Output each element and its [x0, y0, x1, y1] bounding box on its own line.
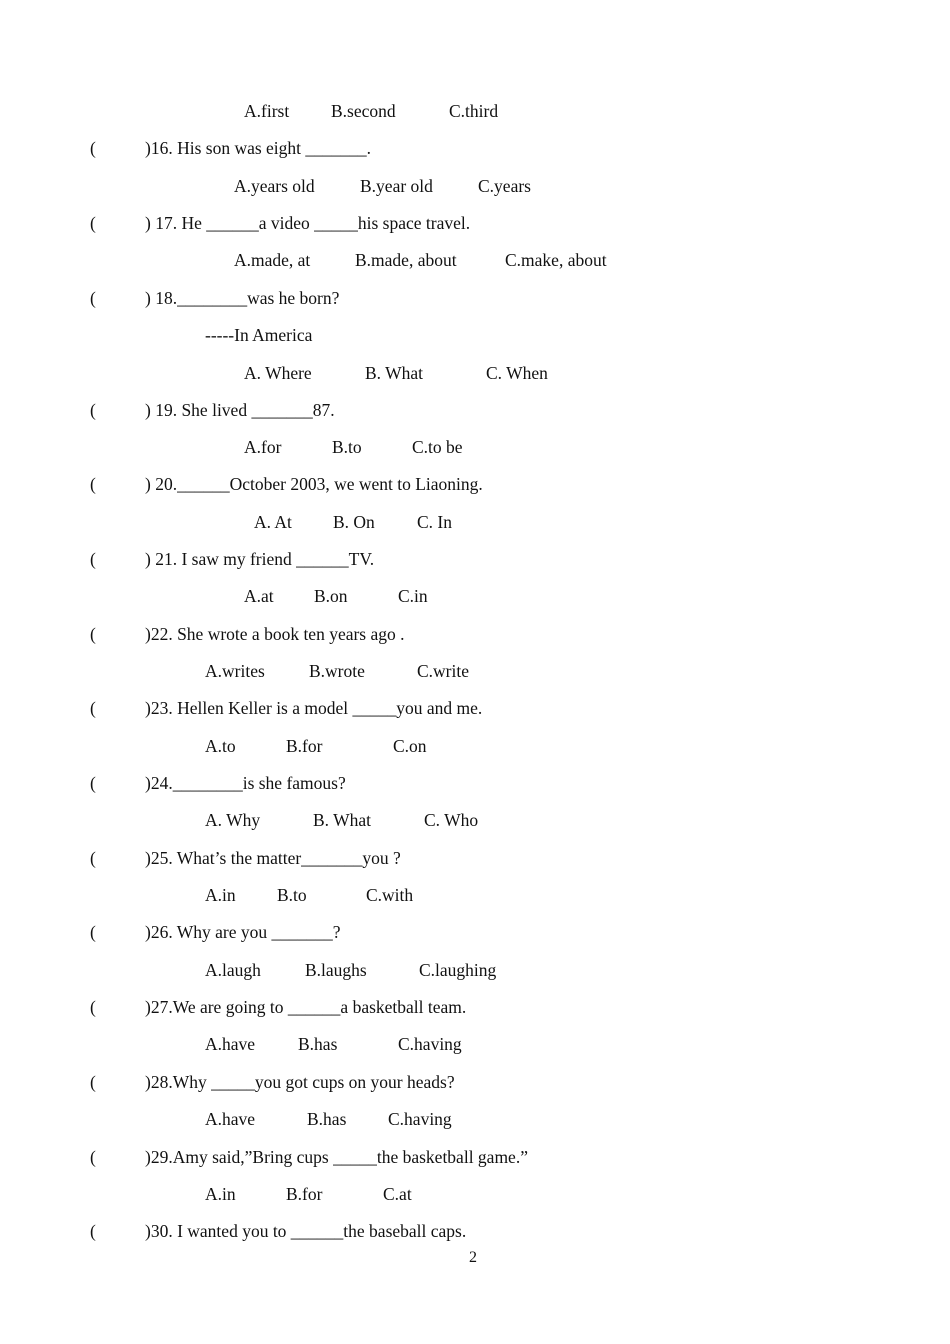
question-text: ) 20.______October 2003, we went to Liaoning.	[145, 474, 483, 494]
option-c: C. Who	[424, 810, 479, 830]
option-a: A.for	[244, 437, 282, 457]
question-text: ) 19. She lived _______87.	[145, 400, 335, 420]
option-a: A.to	[205, 736, 236, 756]
answer-paren: (	[90, 288, 96, 308]
option-b: B.has	[307, 1109, 347, 1129]
answer-paren: (	[90, 1221, 96, 1241]
page-number: 2	[469, 1249, 477, 1266]
option-a: A.laugh	[205, 960, 261, 980]
option-c: C.third	[449, 101, 499, 121]
question-text: )23. Hellen Keller is a model _____you and me.	[145, 698, 483, 718]
option-c: C.in	[398, 586, 428, 606]
answer-paren: (	[90, 213, 96, 233]
option-c: C. In	[417, 512, 452, 532]
option-a: A.in	[205, 1184, 236, 1204]
option-c: C. When	[486, 363, 548, 383]
question-text: )16. His son was eight _______.	[145, 138, 372, 158]
option-c: C.years	[478, 176, 531, 196]
option-a: A.writes	[205, 661, 265, 681]
question-text: )26. Why are you _______?	[145, 922, 341, 942]
option-b: B.made, about	[355, 250, 457, 270]
option-b: B.year old	[360, 176, 433, 196]
option-a: A.have	[205, 1109, 256, 1129]
answer-paren: (	[90, 474, 96, 494]
option-a: A.first	[244, 101, 290, 121]
option-b: B.on	[314, 586, 348, 606]
option-b: B.for	[286, 736, 323, 756]
option-b: B.second	[331, 101, 396, 121]
answer-paren: (	[90, 624, 96, 644]
option-a: A.in	[205, 885, 236, 905]
answer-paren: (	[90, 549, 96, 569]
option-a: A.at	[244, 586, 274, 606]
question-text: )25. What’s the matter_______you ?	[145, 848, 401, 868]
option-c: C.make, about	[505, 250, 607, 270]
question-text: ) 18.________was he born?	[145, 288, 340, 308]
option-b: B.has	[298, 1034, 338, 1054]
option-b: B.laughs	[305, 960, 367, 980]
question-text: )24.________is she famous?	[145, 773, 346, 793]
option-c: C.having	[388, 1109, 452, 1129]
option-a: A.years old	[234, 176, 315, 196]
answer-paren: (	[90, 138, 96, 158]
question-text: )28.Why _____you got cups on your heads?	[145, 1072, 455, 1092]
answer-paren: (	[90, 400, 96, 420]
option-b: B.to	[332, 437, 362, 457]
question-text: ) 21. I saw my friend ______TV.	[145, 549, 375, 569]
question-text: ) 17. He ______a video _____his space travel.	[145, 213, 471, 233]
answer-paren: (	[90, 1072, 96, 1092]
option-c: C.write	[417, 661, 470, 681]
question-text: )27.We are going to ______a basketball team.	[145, 997, 467, 1017]
option-c: C.on	[393, 736, 427, 756]
option-a: A.made, at	[234, 250, 311, 270]
answer-paren: (	[90, 848, 96, 868]
option-b: B.for	[286, 1184, 323, 1204]
option-a: A.have	[205, 1034, 256, 1054]
answer-paren: (	[90, 1147, 96, 1167]
answer-paren: (	[90, 773, 96, 793]
answer-paren: (	[90, 698, 96, 718]
option-b: B.to	[277, 885, 307, 905]
option-c: C.to be	[412, 437, 463, 457]
option-b: B. What	[313, 810, 372, 830]
option-c: C.at	[383, 1184, 412, 1204]
option-a: A. At	[254, 512, 292, 532]
option-c: C.laughing	[419, 960, 497, 980]
option-b: B. What	[365, 363, 424, 383]
question-text: )22. She wrote a book ten years ago .	[145, 624, 405, 644]
answer-line: -----In America	[205, 325, 313, 345]
option-b: B. On	[333, 512, 375, 532]
question-text: )30. I wanted you to ______the baseball caps.	[145, 1221, 467, 1241]
option-b: B.wrote	[309, 661, 365, 681]
option-a: A. Why	[205, 810, 261, 830]
answer-paren: (	[90, 997, 96, 1017]
question-text: )29.Amy said,”Bring cups _____the basketball game.”	[145, 1147, 528, 1167]
answer-paren: (	[90, 922, 96, 942]
option-c: C.having	[398, 1034, 462, 1054]
option-a: A. Where	[244, 363, 312, 383]
option-c: C.with	[366, 885, 414, 905]
